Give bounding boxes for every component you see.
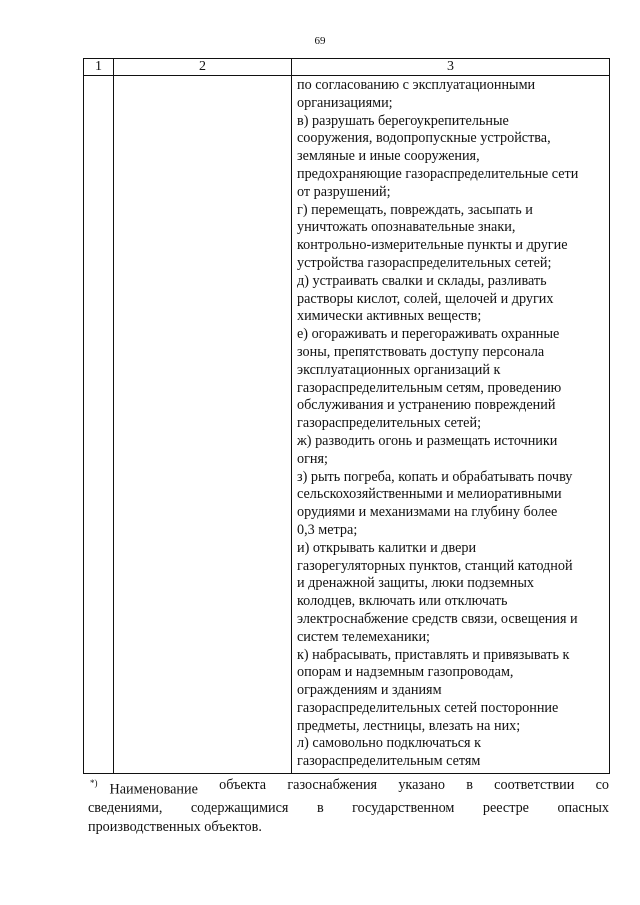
footnote-word: объекта bbox=[219, 777, 267, 793]
footnote-word: со bbox=[595, 777, 609, 793]
column-header-3: 3 bbox=[292, 59, 610, 76]
text-line: газораспределительным сетям bbox=[297, 753, 481, 770]
text-line: к) набрасывать, приставлять и привязывать к bbox=[297, 646, 570, 663]
text-line: газорегуляторных пунктов, станций катодной bbox=[297, 557, 573, 574]
text-line: опорам и надземным газопроводам, bbox=[297, 664, 514, 681]
text-line: е) огораживать и перегораживать охранные bbox=[297, 326, 560, 343]
footnote-line-1 bbox=[88, 776, 609, 799]
footnote-word: содержащимися bbox=[190, 800, 289, 817]
text-line: химически активных веществ; bbox=[297, 308, 482, 325]
text-line: от разрушений; bbox=[297, 183, 391, 200]
footnote-word: газоснабжения bbox=[287, 777, 378, 793]
text-line: земляные и иные сооружения, bbox=[297, 148, 480, 165]
text-line: д) устраивать свалки и склады, разливать bbox=[297, 272, 547, 289]
table-cell-col3 bbox=[292, 76, 610, 774]
text-line: з) рыть погреба, копать и обрабатывать почву bbox=[297, 468, 573, 485]
footnote-word: указано bbox=[398, 777, 445, 793]
footnote-marker: *) bbox=[90, 778, 98, 788]
text-line: ж) разводить огонь и размещать источники bbox=[297, 432, 558, 449]
footnote-word: опасных bbox=[557, 800, 609, 817]
text-line: зоны, препятствовать доступу персонала bbox=[297, 343, 545, 360]
table-row bbox=[84, 76, 610, 774]
text-line: газораспределительных сетей посторонние bbox=[297, 699, 559, 716]
text-line: колодцев, включать или отключать bbox=[297, 593, 508, 610]
text-line: огня; bbox=[297, 450, 328, 467]
footnote-word: соответствии bbox=[494, 777, 575, 793]
text-line: сельскохозяйственными и мелиоративными bbox=[297, 486, 562, 503]
text-line: сооружения, водопропускные устройства, bbox=[297, 130, 551, 147]
footnote-word: в bbox=[466, 777, 473, 793]
table-cell-col1 bbox=[84, 76, 114, 774]
requirements-table bbox=[83, 58, 610, 774]
footnote-word: Наименование bbox=[109, 781, 198, 798]
footnote-word: сведениями, bbox=[88, 800, 163, 817]
footnote-line-3: производственных объектов. bbox=[88, 818, 262, 835]
footnote bbox=[88, 776, 609, 836]
text-line: ограждениям и зданиям bbox=[297, 682, 442, 699]
text-line: и дренажной защиты, люки подземных bbox=[297, 575, 534, 592]
text-line: г) перемещать, повреждать, засыпать и bbox=[297, 201, 533, 218]
text-line: в) разрушать берегоукрепительные bbox=[297, 112, 509, 129]
text-line: эксплуатационных организаций к bbox=[297, 361, 501, 378]
text-line: и) открывать калитки и двери bbox=[297, 539, 477, 556]
text-line: л) самовольно подключаться к bbox=[297, 735, 482, 752]
text-line: газораспределительных сетей; bbox=[297, 415, 482, 432]
footnote-word: реестре bbox=[482, 800, 529, 817]
text-line: электроснабжение средств связи, освещения и bbox=[297, 610, 578, 627]
text-line: газораспределительным сетям, проведению bbox=[297, 379, 562, 396]
text-line: устройства газораспределительных сетей; bbox=[297, 254, 552, 271]
footnote-word: в bbox=[316, 800, 324, 817]
text-line: систем телемеханики; bbox=[297, 628, 430, 645]
text-line: растворы кислот, солей, щелочей и других bbox=[297, 290, 554, 307]
text-line: предметы, лестницы, влезать на них; bbox=[297, 717, 521, 734]
text-line: уничтожать опознавательные знаки, bbox=[297, 219, 516, 236]
column-header-2: 2 bbox=[114, 59, 292, 76]
text-line: предохраняющие газораспределительные сети bbox=[297, 165, 579, 182]
table-cell-col2 bbox=[114, 76, 292, 774]
text-line: контрольно-измерительные пункты и другие bbox=[297, 237, 568, 254]
text-line: орудиями и механизмами на глубину более bbox=[297, 504, 558, 521]
footnote-line-2 bbox=[88, 799, 609, 818]
text-line: организациями; bbox=[297, 94, 393, 111]
text-line: обслуживания и устранению повреждений bbox=[297, 397, 556, 414]
page-number: 69 bbox=[314, 35, 326, 47]
footnote-word: государственном bbox=[352, 800, 455, 817]
table-header-row bbox=[84, 59, 610, 76]
text-line: 0,3 метра; bbox=[297, 521, 358, 538]
text-line: по согласованию с эксплуатационными bbox=[297, 77, 536, 93]
column-header-1: 1 bbox=[84, 59, 114, 76]
